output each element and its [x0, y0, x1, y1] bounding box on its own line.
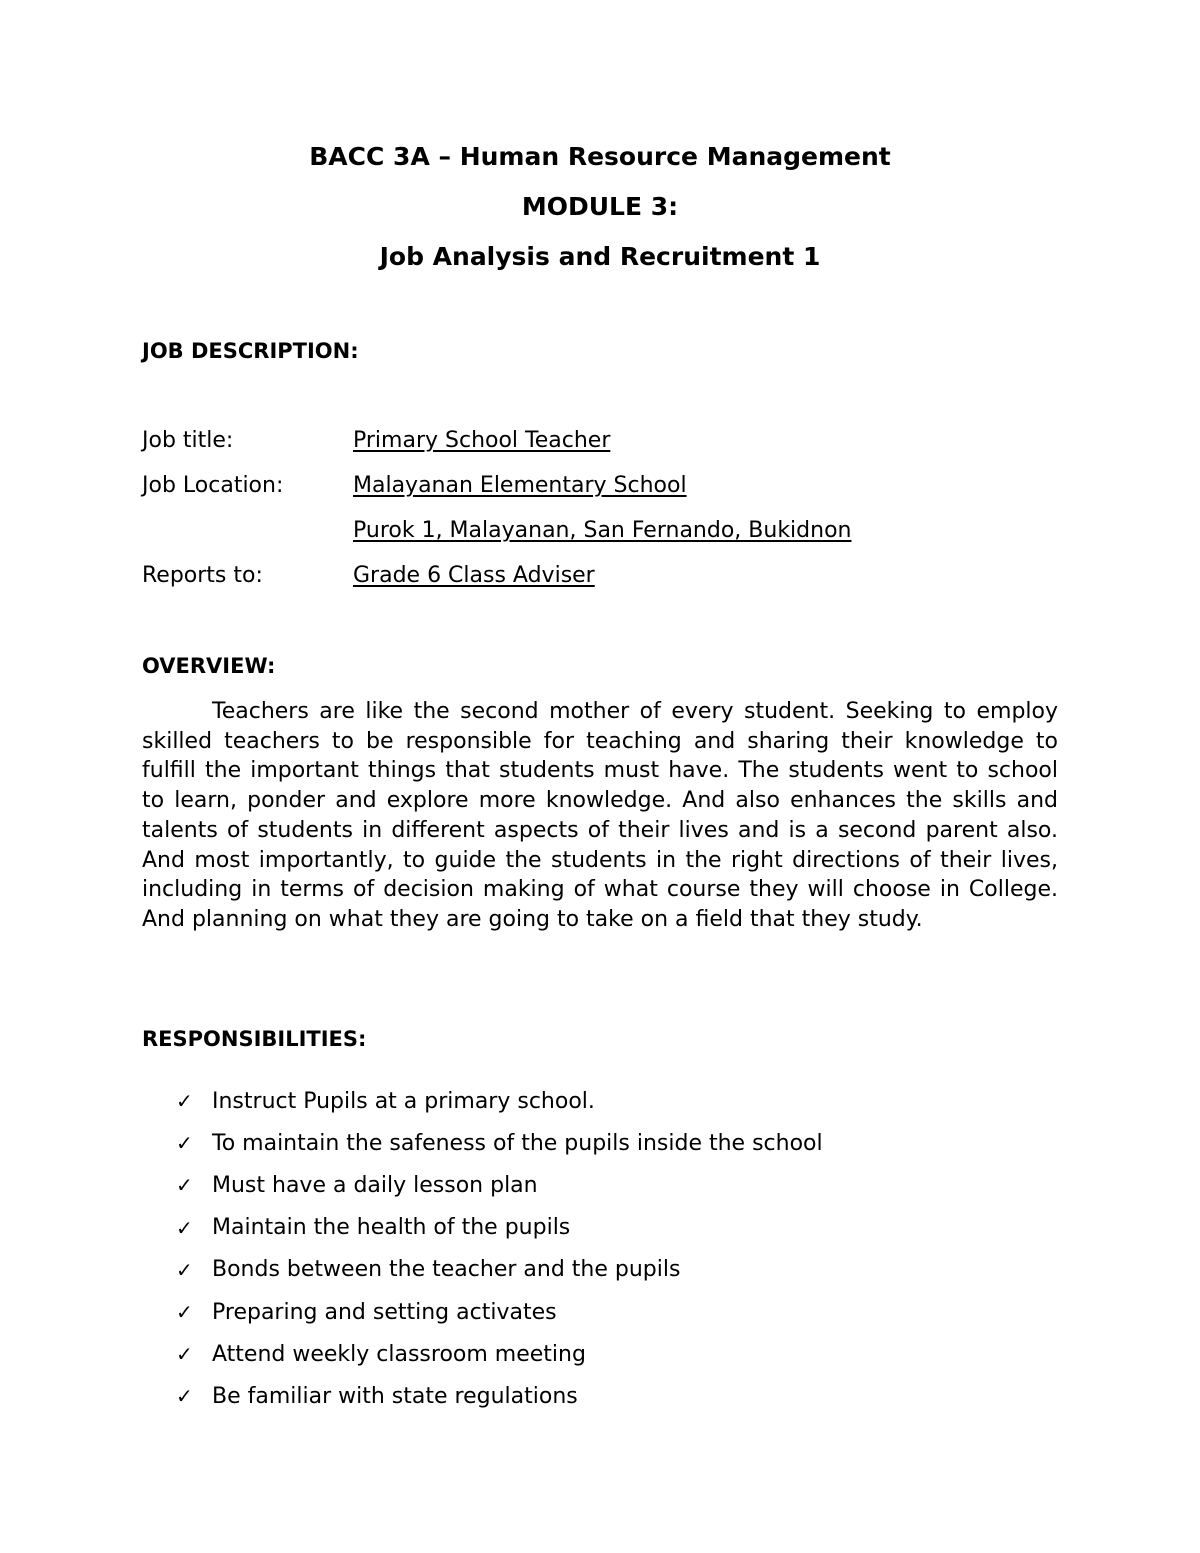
- module-title: MODULE 3:: [521, 192, 679, 221]
- job-description-heading: JOB DESCRIPTION:: [142, 339, 359, 363]
- responsibilities-heading: RESPONSIBILITIES:: [142, 1027, 367, 1051]
- responsibility-text: To maintain the safeness of the pupils inside the school: [212, 1130, 823, 1156]
- job-location-value: Malayanan Elementary School: [353, 473, 687, 498]
- responsibility-text: Attend weekly classroom meeting: [212, 1341, 586, 1367]
- checkmark-icon: ✓: [176, 1131, 193, 1156]
- job-title-value: Primary School Teacher: [353, 428, 611, 453]
- checkmark-icon: ✓: [176, 1089, 193, 1114]
- responsibility-text: Bonds between the teacher and the pupils: [212, 1257, 681, 1283]
- checkmark-icon: ✓: [176, 1384, 193, 1409]
- reports-to-label: Reports to:: [142, 563, 263, 588]
- overview-paragraph: Teachers are like the second mother of every student. Seeking to employ skilled teachers to be responsible for teaching and sharing their knowledge to fulfill the important things that students must have. The students went to school to learn, ponder and explore more knowledge. And also enhances the skills and talents of students in different aspects of their lives and is a second parent also. And most importantly, to guide the students in the right directions of their lives, including in terms of decision making of what course they will choose in College. And planning on what they are going to take on a field that they study.: [142, 699, 1058, 932]
- list-item: [176, 1080, 1076, 1122]
- checkmark-icon: ✓: [176, 1257, 193, 1282]
- list-item: [176, 1122, 1076, 1164]
- checkmark-icon: ✓: [176, 1173, 193, 1198]
- responsibility-text: Must have a daily lesson plan: [212, 1172, 538, 1198]
- list-item: [176, 1333, 1076, 1375]
- responsibilities-list: [176, 1080, 1076, 1418]
- job-title-label: Job title:: [142, 428, 234, 453]
- list-item: [176, 1375, 1076, 1417]
- checkmark-icon: ✓: [176, 1300, 193, 1325]
- checkmark-icon: ✓: [176, 1342, 193, 1367]
- list-item: [176, 1291, 1076, 1333]
- topic-title: Job Analysis and Recruitment 1: [379, 242, 821, 271]
- job-location-label: Job Location:: [142, 473, 284, 498]
- list-item: [176, 1164, 1076, 1206]
- list-item: [176, 1249, 1076, 1291]
- responsibility-text: Instruct Pupils at a primary school.: [212, 1088, 595, 1114]
- responsibility-text: Maintain the health of the pupils: [212, 1215, 571, 1241]
- job-address-value: Purok 1, Malayanan, San Fernando, Bukidnon: [353, 518, 852, 543]
- responsibility-text: Preparing and setting activates: [212, 1299, 557, 1325]
- reports-to-value: Grade 6 Class Adviser: [353, 563, 595, 588]
- course-title: BACC 3A – Human Resource Management: [309, 142, 891, 171]
- overview-heading: OVERVIEW:: [142, 654, 276, 678]
- checkmark-icon: ✓: [176, 1215, 193, 1240]
- list-item: [176, 1207, 1076, 1249]
- responsibility-text: Be familiar with state regulations: [212, 1383, 578, 1409]
